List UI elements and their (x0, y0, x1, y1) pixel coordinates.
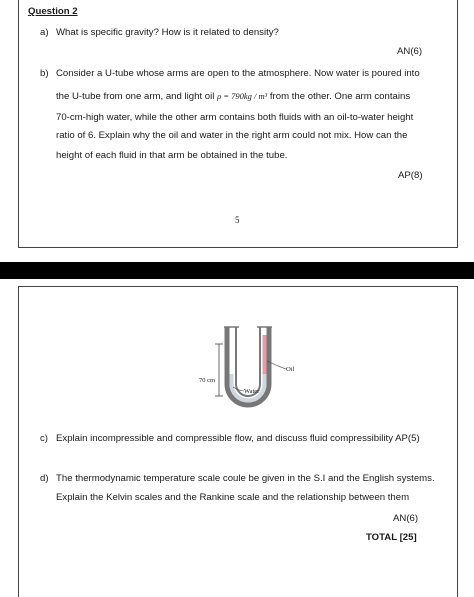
oil-label: Oil (286, 366, 295, 373)
question-b-line-5: height of each fluid in that arm be obtained in the tube. (56, 150, 288, 161)
question-d-marker: d) (40, 473, 49, 484)
question-heading: Question 2 (28, 6, 78, 17)
question-b-line-2 (56, 90, 410, 103)
question-c-marker: c) (40, 433, 48, 444)
question-b-line-2-pre: the U-tube from one arm, and light oil (56, 91, 215, 102)
question-d-line-1: The thermodynamic temperature scale coule be given in the S.I and the English systems. (56, 473, 435, 484)
total-marks: TOTAL [25] (366, 532, 417, 543)
water-label: Water (244, 388, 260, 395)
question-a-marks: AN(6) (397, 46, 423, 57)
height-label: 70 cm (199, 377, 216, 384)
question-d-line-2: Explain the Kelvin scales and the Rankine scale and the relationship between them (56, 492, 410, 503)
page-1 (0, 0, 474, 262)
question-c-text: Explain incompressible and compressible flow, and discuss fluid compressibility AP(5) (56, 433, 420, 444)
question-b-line-4: ratio of 6. Explain why the oil and water in the right arm could not mix. How can the (56, 130, 408, 141)
page-number: 5 (235, 215, 240, 225)
u-tube-inner-wall (236, 327, 260, 396)
question-b-line-1: Consider a U-tube whose arms are open to the atmosphere. Now water is poured into (56, 68, 420, 79)
question-a-marker: a) (40, 27, 49, 38)
question-b-marks: AP(8) (398, 170, 423, 181)
u-tube-figure (0, 279, 474, 429)
question-b-line-3: 70-cm-high water, while the other arm contains both fluids with an oil-to-water height (56, 112, 414, 123)
question-b-line-2-post: from the other. One arm contains (269, 91, 411, 102)
page-2 (0, 279, 474, 597)
question-a-text: What is specific gravity? How is it related to density? (56, 27, 279, 38)
question-d-marks: AN(6) (393, 513, 419, 524)
question-b-marker: b) (40, 68, 49, 79)
oil-density-formula: ρ = 790kg / m³ (217, 91, 268, 101)
